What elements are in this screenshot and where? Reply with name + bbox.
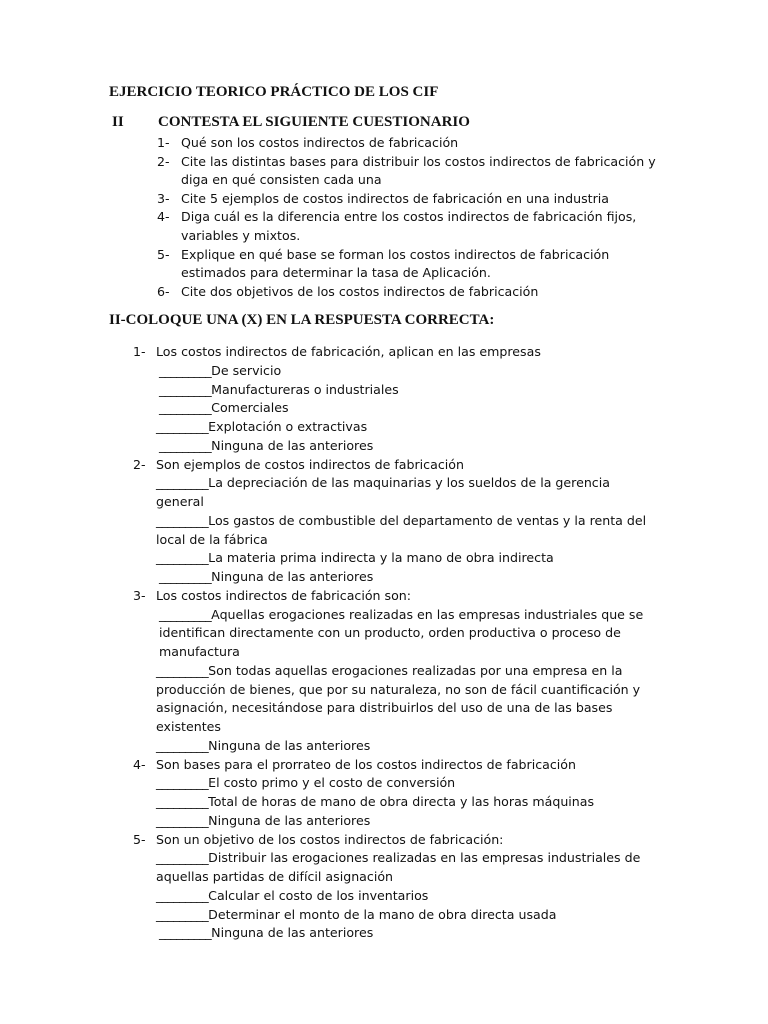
answer-blank[interactable]: _________ bbox=[156, 419, 209, 434]
answer-blank[interactable]: _________ bbox=[156, 794, 209, 809]
question-text: Cite las distintas bases para distribuir los costos indirectos de fabricación y diga en qué consisten cada una bbox=[181, 153, 656, 188]
questionnaire-heading: CONTESTA EL SIGUIENTE CUESTIONARIO bbox=[158, 114, 470, 130]
question-item bbox=[112, 190, 672, 209]
question-text: Cite 5 ejemplos de costos indirectos de fabricación en una industria bbox=[181, 190, 610, 206]
answer-option[interactable] bbox=[109, 906, 661, 925]
question-text: Explique en qué base se forman los costos indirectos de fabricación estimados para determinar la tasa de Aplicación. bbox=[181, 246, 610, 281]
answer-option[interactable] bbox=[109, 418, 661, 437]
option-text: Total de horas de mano de obra directa y las horas máquinas bbox=[208, 794, 595, 809]
question-number: 4- bbox=[157, 209, 170, 225]
answer-blank[interactable]: _________ bbox=[156, 512, 209, 528]
answer-blank[interactable]: _________ bbox=[156, 775, 209, 791]
item-number: 5- bbox=[133, 831, 146, 847]
answer-blank[interactable]: _________ bbox=[159, 362, 212, 378]
item-prompt: Son un objetivo de los costos indirectos de fabricación: bbox=[156, 831, 504, 847]
question-number: 2- bbox=[157, 153, 170, 169]
item-prompt: Son bases para el prorrateo de los costos indirectos de fabricación bbox=[156, 756, 576, 772]
option-text: Ninguna de las anteriores bbox=[211, 437, 374, 453]
answer-blank[interactable]: _________ bbox=[159, 569, 212, 584]
question-item bbox=[112, 134, 672, 153]
answer-blank[interactable]: _________ bbox=[159, 925, 212, 941]
question-number: 3- bbox=[157, 190, 170, 206]
answer-option[interactable] bbox=[109, 606, 661, 662]
section-roman-numeral: II bbox=[112, 114, 124, 130]
answer-blank[interactable]: _________ bbox=[156, 550, 209, 566]
item-number: 3- bbox=[133, 587, 146, 603]
answer-blank[interactable]: _________ bbox=[156, 475, 209, 491]
option-text: Son todas aquellas erogaciones realizadas por una empresa en la producción de bienes, que por su naturaleza, no son de fácil cuantificación y asignación, necesitándose para distribuirlos del uso de una de las bases existentes bbox=[156, 662, 641, 734]
question-text: Qué son los costos indirectos de fabricación bbox=[181, 135, 459, 150]
answer-option[interactable] bbox=[109, 812, 661, 831]
item-number: 4- bbox=[133, 756, 146, 772]
answer-blank[interactable]: _________ bbox=[156, 906, 209, 922]
option-text: Ninguna de las anteriores bbox=[208, 737, 371, 753]
answer-option[interactable] bbox=[109, 774, 661, 793]
option-text: Explotación o extractivas bbox=[208, 419, 368, 434]
option-text: El costo primo y el costo de conversión bbox=[208, 775, 456, 791]
item-prompt: Los costos indirectos de fabricación, aplican en las empresas bbox=[156, 344, 541, 359]
answer-option[interactable] bbox=[109, 474, 661, 512]
answer-option[interactable] bbox=[109, 793, 661, 812]
answer-option[interactable] bbox=[109, 737, 661, 756]
answer-option[interactable] bbox=[109, 399, 661, 418]
question-item bbox=[112, 246, 672, 283]
answer-option[interactable] bbox=[109, 662, 661, 737]
question-text: Diga cuál es la diferencia entre los costos indirectos de fabricación fijos, variables y mixtos. bbox=[181, 209, 637, 243]
option-text: Comerciales bbox=[211, 400, 289, 416]
question-item bbox=[112, 153, 672, 190]
answer-blank[interactable]: _________ bbox=[156, 662, 209, 678]
question-item bbox=[112, 283, 672, 302]
option-text: Ninguna de las anteriores bbox=[208, 812, 371, 828]
answer-blank[interactable]: _________ bbox=[156, 737, 209, 753]
option-text: La materia prima indirecta y la mano de obra indirecta bbox=[208, 550, 554, 566]
multiple-choice-item bbox=[109, 587, 661, 606]
multiple-choice-item bbox=[109, 831, 661, 850]
multiple-choice-item bbox=[109, 756, 661, 775]
multiple-choice-item bbox=[109, 456, 661, 475]
item-prompt: Son ejemplos de costos indirectos de fabricación bbox=[156, 456, 464, 472]
option-text: La depreciación de las maquinarias y los sueldos de la gerencia general bbox=[156, 475, 610, 509]
answer-option[interactable] bbox=[109, 924, 661, 943]
question-list bbox=[112, 134, 672, 301]
option-text: Los gastos de combustible del departamento de ventas y la renta del local de la fábrica bbox=[156, 512, 647, 547]
question-number: 5- bbox=[157, 246, 170, 262]
multiple-choice-section bbox=[109, 343, 661, 943]
answer-blank[interactable]: _________ bbox=[159, 437, 212, 453]
question-number: 6- bbox=[157, 283, 170, 299]
question-item bbox=[112, 208, 672, 245]
answer-blank[interactable]: _________ bbox=[156, 812, 209, 828]
answer-blank[interactable]: _________ bbox=[159, 381, 212, 397]
multiple-choice-item bbox=[109, 343, 661, 362]
document-title: EJERCICIO TEORICO PRÁCTICO DE LOS CIF bbox=[109, 84, 439, 100]
option-text: Manufactureras o industriales bbox=[211, 381, 399, 397]
answer-option[interactable] bbox=[109, 437, 661, 456]
option-text: Distribuir las erogaciones realizadas en las empresas industriales de aquellas partidas de difícil asignación bbox=[156, 850, 641, 884]
answer-blank[interactable]: _________ bbox=[159, 400, 212, 416]
multiple-choice-heading: II-COLOQUE UNA (X) EN LA RESPUESTA CORRECTA: bbox=[109, 312, 495, 328]
item-number: 2- bbox=[133, 456, 146, 472]
answer-blank[interactable]: _________ bbox=[159, 606, 212, 622]
option-text: De servicio bbox=[211, 362, 282, 378]
option-text: Ninguna de las anteriores bbox=[211, 569, 374, 584]
question-number: 1- bbox=[157, 135, 170, 150]
question-text: Cite dos objetivos de los costos indirectos de fabricación bbox=[181, 283, 539, 299]
answer-option[interactable] bbox=[109, 568, 661, 587]
answer-option[interactable] bbox=[109, 512, 661, 550]
answer-option[interactable] bbox=[109, 362, 661, 381]
option-text: Determinar el monto de la mano de obra directa usada bbox=[208, 906, 557, 922]
answer-blank[interactable]: _________ bbox=[156, 887, 209, 903]
answer-option[interactable] bbox=[109, 887, 661, 906]
option-text: Calcular el costo de los inventarios bbox=[208, 887, 429, 903]
answer-option[interactable] bbox=[109, 549, 661, 568]
option-text: Ninguna de las anteriores bbox=[211, 925, 374, 941]
answer-option[interactable] bbox=[109, 381, 661, 400]
answer-option[interactable] bbox=[109, 849, 661, 887]
item-prompt: Los costos indirectos de fabricación son: bbox=[156, 587, 412, 603]
item-number: 1- bbox=[133, 344, 146, 359]
answer-blank[interactable]: _________ bbox=[156, 850, 209, 866]
option-text: Aquellas erogaciones realizadas en las empresas industriales que se identifican directamente con un producto, orden productiva o proceso de manufactura bbox=[159, 606, 644, 659]
